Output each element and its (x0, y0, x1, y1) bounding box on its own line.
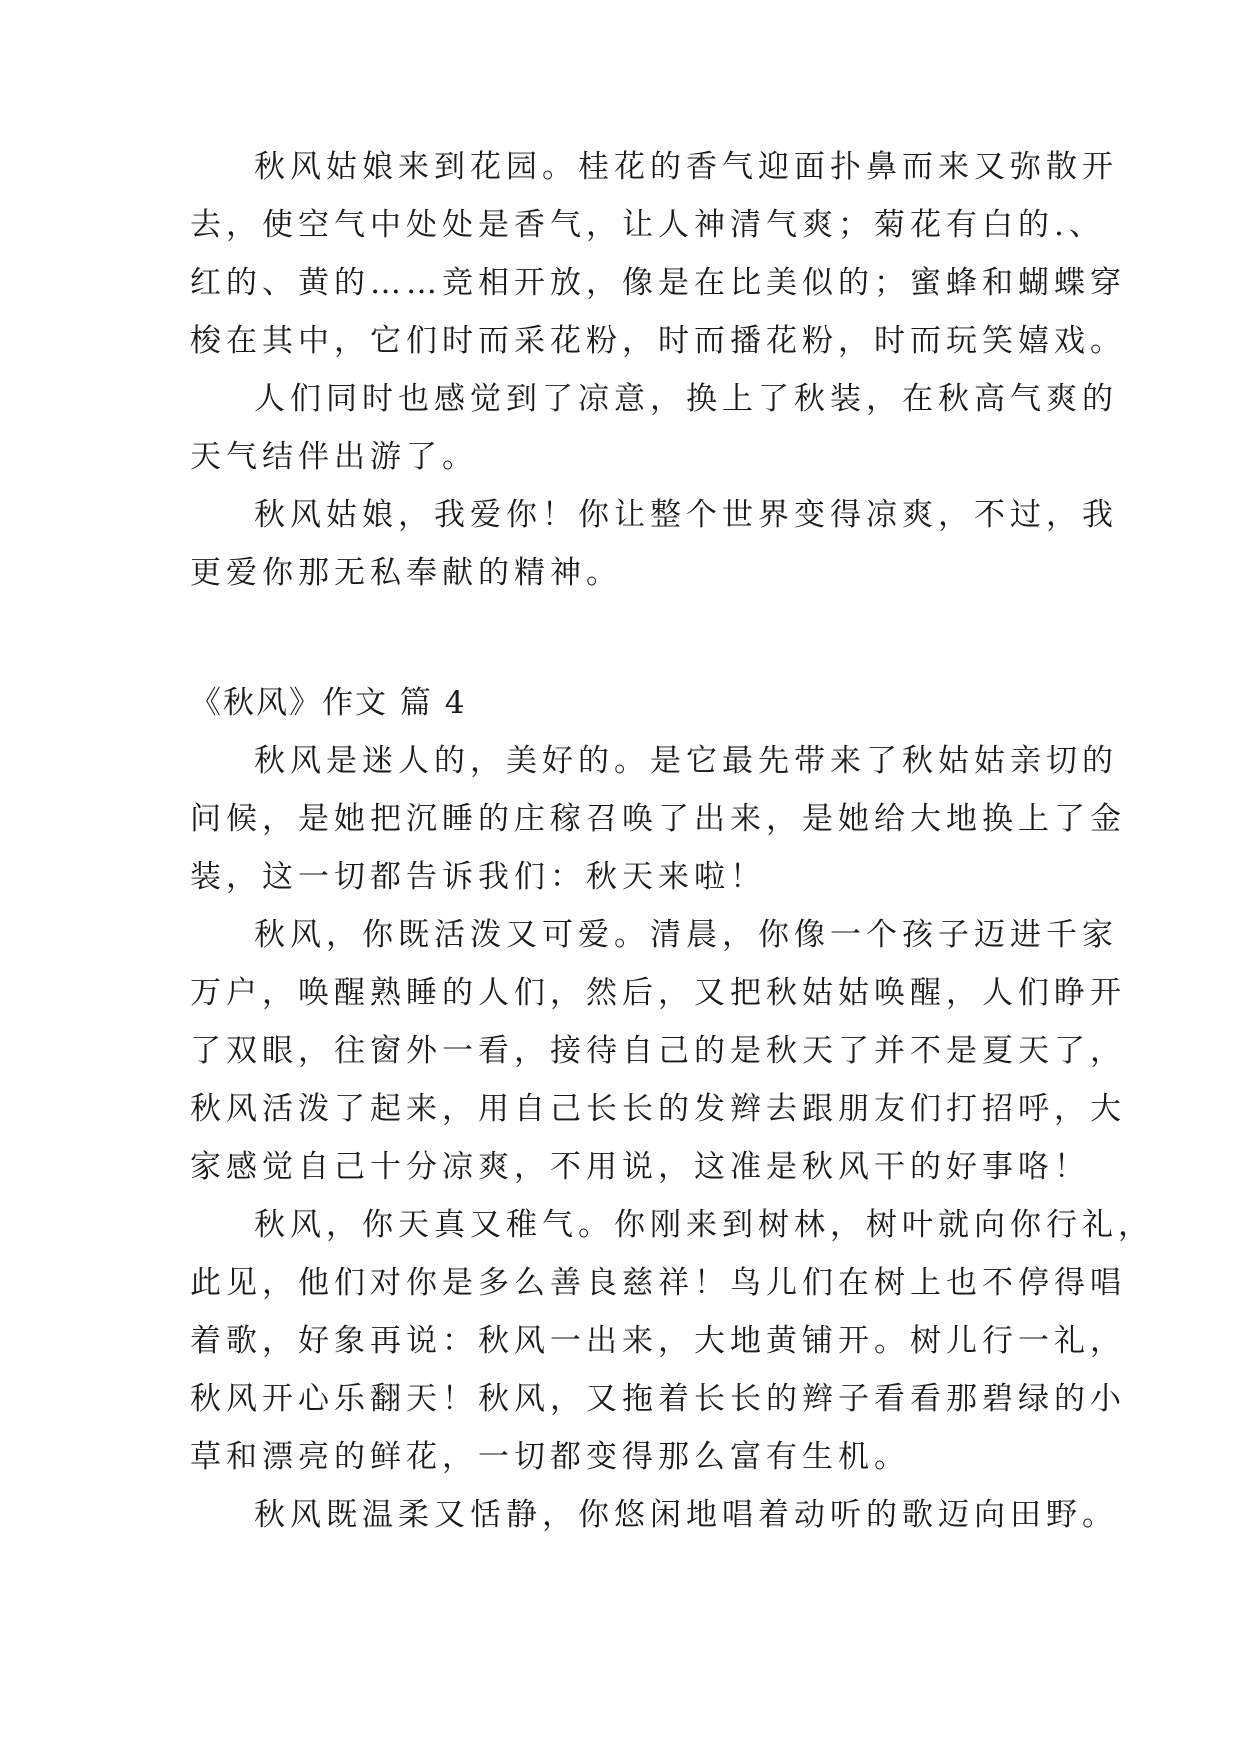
section-heading: 《秋风》作文 篇 4 (190, 685, 467, 721)
paragraph-line: 秋风活泼了起来，用自己长长的发辫去跟朋友们打招呼，大 (190, 1091, 1126, 1127)
paragraph-line: 秋风开心乐翻天！秋风，又拖着长长的辫子看看那碧绿的小 (190, 1381, 1126, 1417)
paragraph-line: 了双眼，往窗外一看，接待自己的是秋天了并不是夏天了， (190, 1033, 1126, 1069)
paragraph-line: 秋风，你天真又稚气。你刚来到树林，树叶就向你行礼， (254, 1207, 1154, 1243)
paragraph-line: 草和漂亮的鲜花，一切都变得那么富有生机。 (190, 1439, 910, 1475)
paragraph-line: 万户，唤醒熟睡的人们，然后，又把秋姑姑唤醒，人们睁开 (190, 975, 1126, 1011)
paragraph-line: 着歌，好象再说：秋风一出来，大地黄铺开。树儿行一礼， (190, 1323, 1126, 1359)
paragraph-line: 人们同时也感觉到了凉意，换上了秋装，在秋高气爽的 (254, 381, 1118, 417)
paragraph-line: 去，使空气中处处是香气，让人神清气爽；菊花有白的.、 (190, 207, 1105, 243)
paragraph-line: 秋风是迷人的，美好的。是它最先带来了秋姑姑亲切的 (254, 743, 1118, 779)
paragraph-line: 秋风姑娘，我爱你！你让整个世界变得凉爽，不过，我 (254, 497, 1118, 533)
paragraph-line: 天气结伴出游了。 (190, 439, 478, 475)
paragraph-line: 秋风既温柔又恬静，你悠闲地唱着动听的歌迈向田野。 (254, 1497, 1118, 1533)
paragraph-line: 秋风姑娘来到花园。桂花的香气迎面扑鼻而来又弥散开 (254, 149, 1118, 185)
paragraph-line: 此见，他们对你是多么善良慈祥！鸟儿们在树上也不停得唱 (190, 1265, 1126, 1301)
paragraph-line: 红的、黄的……竞相开放，像是在比美似的；蜜蜂和蝴蝶穿 (190, 265, 1126, 301)
paragraph-line: 梭在其中，它们时而采花粉，时而播花粉，时而玩笑嬉戏。 (190, 323, 1126, 359)
paragraph-line: 装，这一切都告诉我们：秋天来啦！ (190, 859, 766, 895)
paragraph-line: 更爱你那无私奉献的精神。 (190, 555, 622, 591)
paragraph-line: 家感觉自己十分凉爽，不用说，这准是秋风干的好事咯！ (190, 1149, 1090, 1185)
paragraph-line: 秋风，你既活泼又可爱。清晨，你像一个孩子迈进千家 (254, 917, 1118, 953)
paragraph-line: 问候，是她把沉睡的庄稼召唤了出来，是她给大地换上了金 (190, 801, 1126, 837)
